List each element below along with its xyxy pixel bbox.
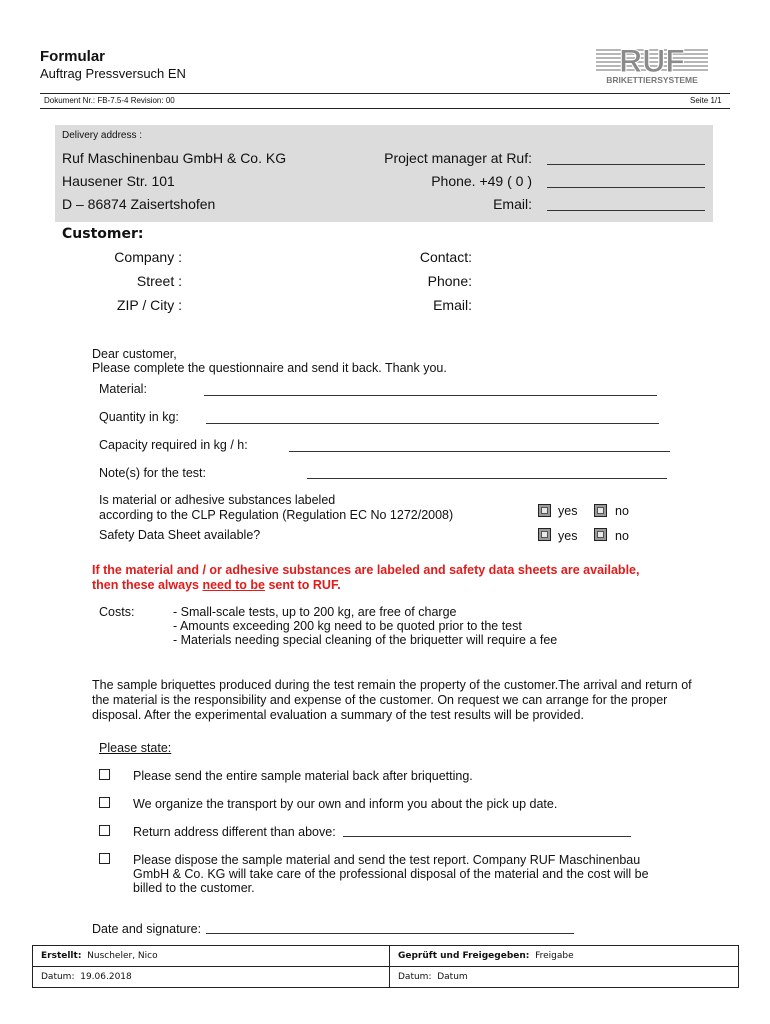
warning-emphasis: need to be [202, 578, 265, 592]
ruf-phone-field[interactable] [547, 187, 705, 188]
option-return-address-checkbox[interactable] [99, 825, 110, 836]
document-number: Dokument Nr.: FB-7.5-4 Revision: 00 [44, 96, 175, 105]
clp-yes-checkbox[interactable] [538, 504, 551, 517]
page-number: Seite 1/1 [690, 96, 722, 105]
created-cell [33, 946, 390, 967]
clp-no-label: no [615, 504, 629, 518]
checked-label: Geprüft und Freigegeben: [398, 951, 530, 961]
checked-date-value: Datum [437, 972, 468, 982]
approval-table [32, 945, 739, 988]
costs-label: Costs: [99, 605, 135, 619]
cost-item: - Materials needing special cleaning of the briquetter will require a fee [173, 633, 558, 647]
created-date-cell [33, 967, 390, 988]
ruf-city: D – 86874 Zaisertshofen [62, 196, 216, 212]
sds-yes-checkbox[interactable] [538, 528, 551, 541]
intro-greeting: Dear customer, [92, 347, 177, 361]
clp-question-line1: Is material or adhesive substances labeled [99, 493, 336, 507]
notes-field[interactable] [307, 478, 667, 479]
property-paragraph: The sample briquettes produced during the test remain the property of the customer.The arrival and return of the material is the responsibility and expense of the customer. On request we can arrange for the proper disposal. After the experimental evaluation a summary of the test results will be provided. [92, 678, 692, 722]
customer-contact-label: Contact: [419, 249, 472, 265]
logo-letters: RUF [619, 46, 685, 79]
form-subtitle: Auftrag Pressversuch EN [40, 66, 186, 81]
created-value: Nuscheler, Nico [87, 951, 158, 961]
quantity-label: Quantity in kg: [99, 410, 179, 424]
date-signature-label: Date and signature: [92, 922, 202, 936]
material-label: Material: [99, 382, 147, 396]
sds-yes-label: yes [558, 529, 578, 543]
date-signature-field[interactable] [206, 933, 574, 934]
ruf-company-name: Ruf Maschinenbau GmbH & Co. KG [62, 150, 287, 166]
ruf-phone-label: Phone. +49 ( 0 ) [431, 173, 532, 189]
created-date-value: 19.06.2018 [80, 972, 132, 982]
option-own-transport-checkbox[interactable] [99, 797, 110, 808]
sds-question: Safety Data Sheet available? [99, 528, 261, 542]
material-field[interactable] [204, 395, 657, 396]
please-state-heading: Please state: [99, 741, 172, 755]
warning-line1: If the material and / or adhesive substances are labeled and safety data sheets are available, [92, 563, 640, 577]
clp-no-checkbox[interactable] [594, 504, 607, 517]
ruf-email-field[interactable] [547, 210, 705, 211]
delivery-address-label: Delivery address : [62, 130, 143, 141]
warning-line2-end: sent to RUF. [264, 578, 341, 592]
customer-heading: Customer: [62, 226, 144, 242]
quantity-field[interactable] [206, 423, 659, 424]
project-manager-field[interactable] [547, 164, 705, 165]
sds-no-checkbox[interactable] [594, 528, 607, 541]
safety-warning [92, 563, 692, 593]
customer-street-label: Street : [136, 273, 182, 289]
costs-list [173, 605, 557, 647]
ruf-logo [596, 46, 708, 86]
return-address-field[interactable] [343, 836, 631, 837]
notes-label: Note(s) for the test: [99, 466, 206, 480]
project-manager-label: Project manager at Ruf: [384, 150, 532, 166]
option-send-back-label: Please send the entire sample material back after briquetting. [133, 769, 473, 783]
checked-date-label: Datum: [398, 972, 432, 982]
sds-no-label: no [615, 529, 629, 543]
option-dispose-checkbox[interactable] [99, 853, 110, 864]
capacity-field[interactable] [289, 451, 670, 452]
cost-item: - Amounts exceeding 200 kg need to be quoted prior to the test [173, 619, 522, 633]
option-return-address-label: Return address different than above: [133, 825, 336, 839]
checked-cell [390, 946, 739, 967]
checked-date-cell [390, 967, 739, 988]
logo-subtext: BRIKETTIERSYSTEME [606, 75, 698, 85]
created-date-label: Datum: [41, 972, 75, 982]
customer-zip-city-label: ZIP / City : [116, 297, 182, 313]
warning-line2-start: then these always [92, 578, 203, 592]
cost-item: - Small-scale tests, up to 200 kg, are free of charge [173, 605, 457, 619]
customer-email-label: Email: [433, 297, 472, 313]
customer-phone-label: Phone: [427, 273, 472, 289]
intro-instruction: Please complete the questionnaire and send it back. Thank you. [92, 361, 447, 375]
ruf-email-label: Email: [493, 196, 532, 212]
header-rule [40, 93, 730, 94]
option-dispose-label: Please dispose the sample material and send the test report. Company RUF Maschinenbau GmbH & Co. KG will take care of the professional disposal of the material and the cost will be billed to the customer. [133, 853, 649, 895]
clp-question-line2: according to the CLP Regulation (Regulation EC No 1272/2008) [99, 508, 454, 522]
clp-yes-label: yes [558, 504, 578, 518]
option-own-transport-label: We organize the transport by our own and inform you about the pick up date. [133, 797, 558, 811]
ruf-street: Hausener Str. 101 [62, 173, 175, 189]
created-label: Erstellt: [41, 951, 82, 961]
form-title: Formular [40, 48, 106, 65]
option-send-back-checkbox[interactable] [99, 769, 110, 780]
header-rule-bottom [40, 108, 730, 109]
customer-company-label: Company : [114, 249, 182, 265]
checked-value: Freigabe [535, 951, 574, 961]
capacity-label: Capacity required in kg / h: [99, 438, 248, 452]
